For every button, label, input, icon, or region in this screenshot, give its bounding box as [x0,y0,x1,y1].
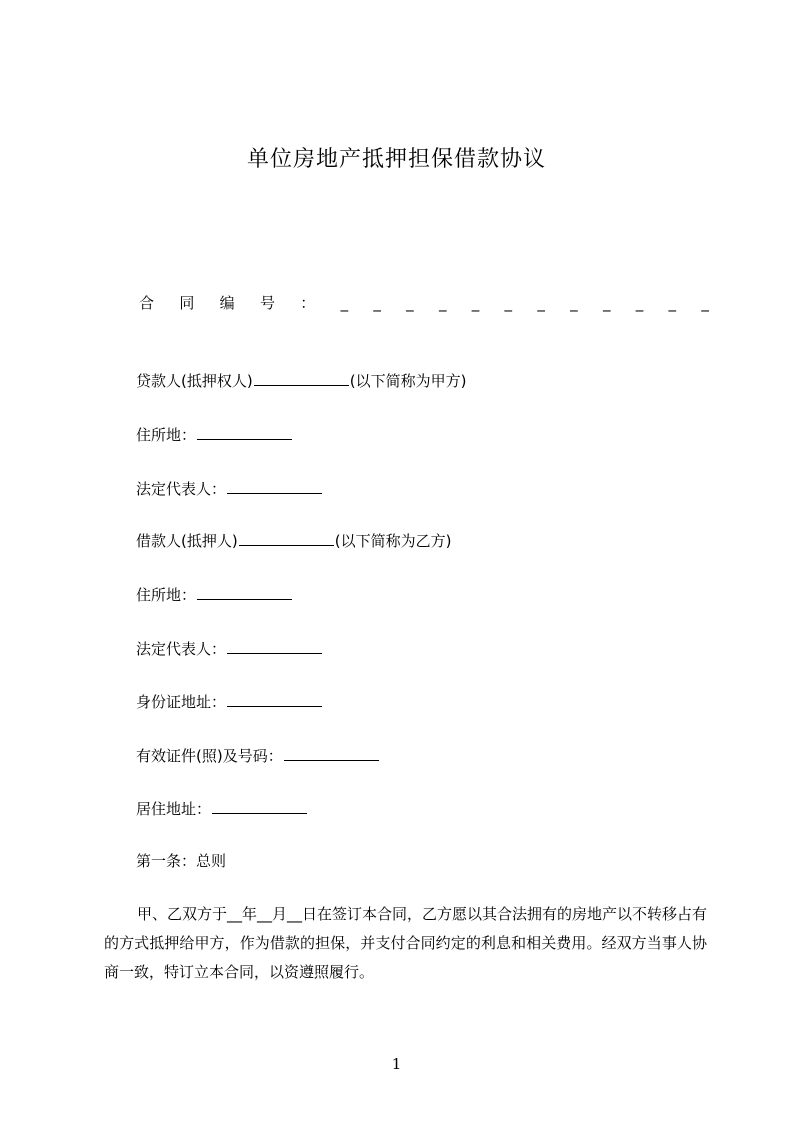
borrower-address-blank[interactable] [197,584,292,600]
lender-address-blank[interactable] [197,424,292,440]
borrower-blank[interactable] [239,530,334,546]
lender-line [136,370,466,392]
contract-number-line [139,292,709,313]
valid-id-label: 有效证件(照)及号码： [136,747,283,765]
contract-blank-underscore: _ [537,294,545,312]
residence-blank[interactable] [212,798,307,814]
contract-blank-underscore: _ [668,294,677,312]
lender-legal-rep-line [136,478,323,500]
contract-blank-underscore: _ [602,294,611,312]
borrower-legal-rep-line [136,638,323,660]
contract-label-char: 同 [179,294,195,312]
contract-blank-underscore: _ [635,294,644,312]
contract-blank-underscore: _ [504,294,513,312]
borrower-line [136,530,451,552]
valid-id-line [136,745,380,767]
lender-label: 贷款人(抵押权人) [136,372,253,390]
lender-legal-rep-label: 法定代表人： [136,480,227,498]
borrower-legal-rep-blank[interactable] [227,638,322,654]
valid-id-blank[interactable] [284,745,379,761]
contract-label-colon: ： [300,294,316,312]
contract-blank-underscore: _ [701,294,709,312]
id-address-blank[interactable] [227,691,322,707]
contract-blank-underscore: _ [373,294,381,312]
document-title: 单位房地产抵押担保借款协议 [246,147,546,172]
id-address-line [136,691,323,713]
contract-label-char: 编 [219,294,235,312]
borrower-address-label: 住所地： [136,586,197,604]
contract-blank-underscore: _ [570,294,578,312]
lender-address-label: 住所地： [136,426,197,444]
borrower-address-line [136,584,293,606]
residence-label: 居住地址： [136,800,212,818]
contract-label-char: 合 [139,294,155,312]
residence-line [136,798,308,820]
lender-address-line [136,424,293,446]
contract-blank-underscore: _ [471,294,480,312]
borrower-legal-rep-label: 法定代表人： [136,640,227,658]
borrower-note: (以下简称为乙方) [334,532,452,550]
contract-blank-underscore: _ [406,294,414,312]
contract-label-char: 号 [259,294,275,312]
contract-blank-underscore: _ [438,294,447,312]
id-address-label: 身份证地址： [136,693,227,711]
lender-note: (以下简称为甲方) [349,372,467,390]
article-1-heading: 第一条：总则 [136,852,227,870]
lender-blank[interactable] [254,370,349,386]
page-number: 1 [391,1055,402,1073]
article-1-body: 甲、乙双方于__年__月__日在签订本合同，乙方愿以其合法拥有的房地产以不转移占有的方式抵押给甲方，作为借款的担保，并支付合同约定的利息和相关费用。经双方当事人协商一致，特订立本合同，以资遵照履行。 [104,905,708,981]
contract-blank-underscore: _ [340,294,349,312]
lender-legal-rep-blank[interactable] [227,478,322,494]
borrower-label: 借款人(抵押人) [136,532,238,550]
